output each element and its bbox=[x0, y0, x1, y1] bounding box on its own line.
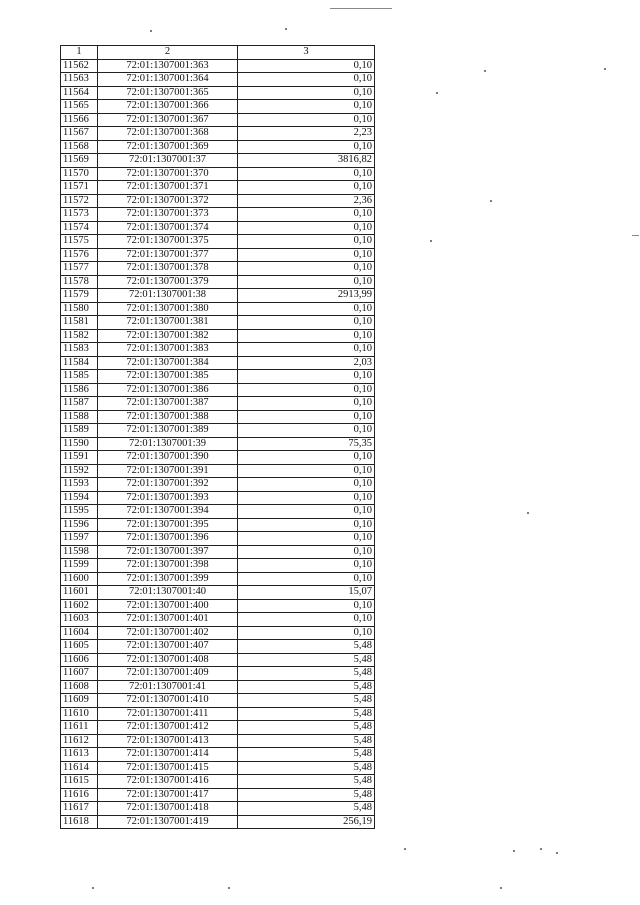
cadastral-number-cell: 72:01:1307001:369 bbox=[98, 140, 238, 154]
table-row bbox=[61, 505, 375, 519]
parcel-table bbox=[60, 45, 375, 829]
table-row bbox=[61, 59, 375, 73]
area-value-cell: 0,10 bbox=[238, 167, 375, 181]
row-number-cell: 11586 bbox=[61, 383, 98, 397]
table-row bbox=[61, 113, 375, 127]
scan-artifact-dot bbox=[527, 512, 529, 514]
cadastral-number-cell: 72:01:1307001:400 bbox=[98, 599, 238, 613]
cadastral-number-cell: 72:01:1307001:397 bbox=[98, 545, 238, 559]
table-row bbox=[61, 370, 375, 384]
area-value-cell: 5,48 bbox=[238, 748, 375, 762]
table-row bbox=[61, 694, 375, 708]
row-number-cell: 11587 bbox=[61, 397, 98, 411]
scan-artifact-dot bbox=[490, 200, 492, 202]
row-number-cell: 11597 bbox=[61, 532, 98, 546]
table-row bbox=[61, 748, 375, 762]
area-value-cell: 0,10 bbox=[238, 410, 375, 424]
table-row bbox=[61, 667, 375, 681]
cadastral-number-cell: 72:01:1307001:412 bbox=[98, 721, 238, 735]
area-value-cell: 0,10 bbox=[238, 424, 375, 438]
table-row bbox=[61, 545, 375, 559]
cadastral-number-cell: 72:01:1307001:373 bbox=[98, 208, 238, 222]
row-number-cell: 11603 bbox=[61, 613, 98, 627]
area-value-cell: 0,10 bbox=[238, 208, 375, 222]
scan-artifact-dot bbox=[285, 28, 287, 30]
area-value-cell: 0,10 bbox=[238, 59, 375, 73]
area-value-cell: 5,48 bbox=[238, 802, 375, 816]
row-number-cell: 11563 bbox=[61, 73, 98, 87]
table-row bbox=[61, 181, 375, 195]
area-value-cell: 5,48 bbox=[238, 707, 375, 721]
row-number-cell: 11598 bbox=[61, 545, 98, 559]
table-row bbox=[61, 86, 375, 100]
table-row bbox=[61, 680, 375, 694]
table-row bbox=[61, 248, 375, 262]
scan-artifact-dot bbox=[92, 887, 94, 889]
table-row bbox=[61, 356, 375, 370]
table-row bbox=[61, 464, 375, 478]
area-value-cell: 0,10 bbox=[238, 599, 375, 613]
table-row bbox=[61, 167, 375, 181]
row-number-cell: 11616 bbox=[61, 788, 98, 802]
area-value-cell: 0,10 bbox=[238, 451, 375, 465]
scan-artifact-dot bbox=[150, 30, 152, 32]
table-row bbox=[61, 127, 375, 141]
cadastral-number-cell: 72:01:1307001:382 bbox=[98, 329, 238, 343]
table-row bbox=[61, 275, 375, 289]
row-number-cell: 11605 bbox=[61, 640, 98, 654]
row-number-cell: 11590 bbox=[61, 437, 98, 451]
row-number-cell: 11596 bbox=[61, 518, 98, 532]
area-value-cell: 15,07 bbox=[238, 586, 375, 600]
row-number-cell: 11592 bbox=[61, 464, 98, 478]
row-number-cell: 11610 bbox=[61, 707, 98, 721]
row-number-cell: 11595 bbox=[61, 505, 98, 519]
row-number-cell: 11606 bbox=[61, 653, 98, 667]
area-value-cell: 5,48 bbox=[238, 667, 375, 681]
table-row bbox=[61, 559, 375, 573]
cadastral-number-cell: 72:01:1307001:407 bbox=[98, 640, 238, 654]
row-number-cell: 11600 bbox=[61, 572, 98, 586]
area-value-cell: 256,19 bbox=[238, 815, 375, 829]
area-value-cell: 5,48 bbox=[238, 640, 375, 654]
area-value-cell: 0,10 bbox=[238, 302, 375, 316]
area-value-cell: 0,10 bbox=[238, 235, 375, 249]
cadastral-number-cell: 72:01:1307001:371 bbox=[98, 181, 238, 195]
cadastral-number-cell: 72:01:1307001:411 bbox=[98, 707, 238, 721]
table-row bbox=[61, 235, 375, 249]
area-value-cell: 0,10 bbox=[238, 262, 375, 276]
row-number-cell: 11571 bbox=[61, 181, 98, 195]
table-row bbox=[61, 532, 375, 546]
row-number-cell: 11615 bbox=[61, 775, 98, 789]
table-row bbox=[61, 640, 375, 654]
table-row bbox=[61, 518, 375, 532]
table-row bbox=[61, 478, 375, 492]
cadastral-number-cell: 72:01:1307001:389 bbox=[98, 424, 238, 438]
row-number-cell: 11618 bbox=[61, 815, 98, 829]
area-value-cell: 0,10 bbox=[238, 113, 375, 127]
cadastral-number-cell: 72:01:1307001:408 bbox=[98, 653, 238, 667]
row-number-cell: 11573 bbox=[61, 208, 98, 222]
row-number-cell: 11604 bbox=[61, 626, 98, 640]
scan-artifact-dot bbox=[604, 68, 606, 70]
cadastral-number-cell: 72:01:1307001:413 bbox=[98, 734, 238, 748]
scan-artifact-dot bbox=[513, 850, 515, 852]
area-value-cell: 0,10 bbox=[238, 343, 375, 357]
row-number-cell: 11579 bbox=[61, 289, 98, 303]
cadastral-number-cell: 72:01:1307001:401 bbox=[98, 613, 238, 627]
cadastral-number-cell: 72:01:1307001:378 bbox=[98, 262, 238, 276]
table-row bbox=[61, 329, 375, 343]
area-value-cell: 2,36 bbox=[238, 194, 375, 208]
cadastral-number-cell: 72:01:1307001:386 bbox=[98, 383, 238, 397]
cadastral-number-cell: 72:01:1307001:419 bbox=[98, 815, 238, 829]
area-value-cell: 0,10 bbox=[238, 518, 375, 532]
table-row bbox=[61, 788, 375, 802]
cadastral-number-cell: 72:01:1307001:37 bbox=[98, 154, 238, 168]
cadastral-number-cell: 72:01:1307001:393 bbox=[98, 491, 238, 505]
table-row bbox=[61, 599, 375, 613]
table-row bbox=[61, 73, 375, 87]
area-value-cell: 0,10 bbox=[238, 383, 375, 397]
table-row bbox=[61, 316, 375, 330]
row-number-cell: 11567 bbox=[61, 127, 98, 141]
table-row bbox=[61, 208, 375, 222]
cadastral-number-cell: 72:01:1307001:399 bbox=[98, 572, 238, 586]
row-number-cell: 11565 bbox=[61, 100, 98, 114]
row-number-cell: 11613 bbox=[61, 748, 98, 762]
table-row bbox=[61, 586, 375, 600]
cadastral-number-cell: 72:01:1307001:38 bbox=[98, 289, 238, 303]
cadastral-number-cell: 72:01:1307001:409 bbox=[98, 667, 238, 681]
area-value-cell: 0,10 bbox=[238, 221, 375, 235]
row-number-cell: 11614 bbox=[61, 761, 98, 775]
table-row bbox=[61, 653, 375, 667]
table-row bbox=[61, 424, 375, 438]
cadastral-number-cell: 72:01:1307001:384 bbox=[98, 356, 238, 370]
table-row bbox=[61, 761, 375, 775]
area-value-cell: 0,10 bbox=[238, 397, 375, 411]
cadastral-number-cell: 72:01:1307001:394 bbox=[98, 505, 238, 519]
table-row bbox=[61, 721, 375, 735]
table-row bbox=[61, 262, 375, 276]
cadastral-number-cell: 72:01:1307001:385 bbox=[98, 370, 238, 384]
area-value-cell: 0,10 bbox=[238, 100, 375, 114]
table-body bbox=[61, 59, 375, 829]
row-number-cell: 11576 bbox=[61, 248, 98, 262]
area-value-cell: 2913,99 bbox=[238, 289, 375, 303]
row-number-cell: 11583 bbox=[61, 343, 98, 357]
cadastral-number-cell: 72:01:1307001:387 bbox=[98, 397, 238, 411]
area-value-cell: 0,10 bbox=[238, 329, 375, 343]
cadastral-number-cell: 72:01:1307001:390 bbox=[98, 451, 238, 465]
row-number-cell: 11578 bbox=[61, 275, 98, 289]
cadastral-number-cell: 72:01:1307001:374 bbox=[98, 221, 238, 235]
area-value-cell: 0,10 bbox=[238, 181, 375, 195]
cadastral-number-cell: 72:01:1307001:398 bbox=[98, 559, 238, 573]
table-row bbox=[61, 775, 375, 789]
table-row bbox=[61, 802, 375, 816]
area-value-cell: 5,48 bbox=[238, 775, 375, 789]
row-number-cell: 11566 bbox=[61, 113, 98, 127]
cadastral-number-cell: 72:01:1307001:391 bbox=[98, 464, 238, 478]
row-number-cell: 11599 bbox=[61, 559, 98, 573]
table-row bbox=[61, 289, 375, 303]
area-value-cell: 0,10 bbox=[238, 478, 375, 492]
scan-artifact-line bbox=[632, 235, 639, 236]
table-row bbox=[61, 383, 375, 397]
cadastral-number-cell: 72:01:1307001:414 bbox=[98, 748, 238, 762]
table-row bbox=[61, 451, 375, 465]
cadastral-number-cell: 72:01:1307001:379 bbox=[98, 275, 238, 289]
cadastral-number-cell: 72:01:1307001:368 bbox=[98, 127, 238, 141]
cadastral-number-cell: 72:01:1307001:415 bbox=[98, 761, 238, 775]
cadastral-number-cell: 72:01:1307001:367 bbox=[98, 113, 238, 127]
area-value-cell: 2,03 bbox=[238, 356, 375, 370]
row-number-cell: 11611 bbox=[61, 721, 98, 735]
cadastral-number-cell: 72:01:1307001:388 bbox=[98, 410, 238, 424]
row-number-cell: 11572 bbox=[61, 194, 98, 208]
cadastral-number-cell: 72:01:1307001:418 bbox=[98, 802, 238, 816]
area-value-cell: 3816,82 bbox=[238, 154, 375, 168]
column-header-area: 3 bbox=[238, 46, 375, 60]
area-value-cell: 0,10 bbox=[238, 248, 375, 262]
table-row bbox=[61, 613, 375, 627]
row-number-cell: 11589 bbox=[61, 424, 98, 438]
row-number-cell: 11602 bbox=[61, 599, 98, 613]
table-row bbox=[61, 410, 375, 424]
row-number-cell: 11601 bbox=[61, 586, 98, 600]
table-row bbox=[61, 140, 375, 154]
cadastral-number-cell: 72:01:1307001:375 bbox=[98, 235, 238, 249]
cadastral-number-cell: 72:01:1307001:39 bbox=[98, 437, 238, 451]
row-number-cell: 11570 bbox=[61, 167, 98, 181]
row-number-cell: 11584 bbox=[61, 356, 98, 370]
area-value-cell: 0,10 bbox=[238, 464, 375, 478]
row-number-cell: 11562 bbox=[61, 59, 98, 73]
row-number-cell: 11593 bbox=[61, 478, 98, 492]
cadastral-number-cell: 72:01:1307001:417 bbox=[98, 788, 238, 802]
area-value-cell: 5,48 bbox=[238, 721, 375, 735]
scan-artifact-dot bbox=[556, 852, 558, 854]
table-row bbox=[61, 100, 375, 114]
cadastral-number-cell: 72:01:1307001:402 bbox=[98, 626, 238, 640]
area-value-cell: 0,10 bbox=[238, 275, 375, 289]
area-value-cell: 5,48 bbox=[238, 788, 375, 802]
row-number-cell: 11612 bbox=[61, 734, 98, 748]
area-value-cell: 0,10 bbox=[238, 86, 375, 100]
cadastral-number-cell: 72:01:1307001:395 bbox=[98, 518, 238, 532]
cadastral-number-cell: 72:01:1307001:363 bbox=[98, 59, 238, 73]
table-row bbox=[61, 302, 375, 316]
cadastral-number-cell: 72:01:1307001:364 bbox=[98, 73, 238, 87]
row-number-cell: 11568 bbox=[61, 140, 98, 154]
row-number-cell: 11582 bbox=[61, 329, 98, 343]
cadastral-number-cell: 72:01:1307001:366 bbox=[98, 100, 238, 114]
area-value-cell: 2,23 bbox=[238, 127, 375, 141]
cadastral-number-cell: 72:01:1307001:410 bbox=[98, 694, 238, 708]
area-value-cell: 5,48 bbox=[238, 680, 375, 694]
cadastral-number-cell: 72:01:1307001:365 bbox=[98, 86, 238, 100]
table-row bbox=[61, 734, 375, 748]
area-value-cell: 0,10 bbox=[238, 626, 375, 640]
row-number-cell: 11575 bbox=[61, 235, 98, 249]
table-row bbox=[61, 815, 375, 829]
area-value-cell: 5,48 bbox=[238, 734, 375, 748]
table-row bbox=[61, 397, 375, 411]
column-header-cadastral-number: 2 bbox=[98, 46, 238, 60]
table-row bbox=[61, 154, 375, 168]
row-number-cell: 11580 bbox=[61, 302, 98, 316]
table-row bbox=[61, 194, 375, 208]
row-number-cell: 11609 bbox=[61, 694, 98, 708]
area-value-cell: 0,10 bbox=[238, 73, 375, 87]
area-value-cell: 0,10 bbox=[238, 491, 375, 505]
cadastral-number-cell: 72:01:1307001:392 bbox=[98, 478, 238, 492]
area-value-cell: 0,10 bbox=[238, 532, 375, 546]
scan-artifact-dot bbox=[404, 848, 406, 850]
scan-artifact-dot bbox=[228, 887, 230, 889]
scan-artifact-dot bbox=[484, 70, 486, 72]
cadastral-number-cell: 72:01:1307001:381 bbox=[98, 316, 238, 330]
scan-artifact-dot bbox=[430, 240, 432, 242]
area-value-cell: 0,10 bbox=[238, 559, 375, 573]
area-value-cell: 0,10 bbox=[238, 572, 375, 586]
table-row bbox=[61, 343, 375, 357]
row-number-cell: 11577 bbox=[61, 262, 98, 276]
column-header-number: 1 bbox=[61, 46, 98, 60]
area-value-cell: 5,48 bbox=[238, 653, 375, 667]
area-value-cell: 0,10 bbox=[238, 370, 375, 384]
area-value-cell: 5,48 bbox=[238, 694, 375, 708]
cadastral-number-cell: 72:01:1307001:372 bbox=[98, 194, 238, 208]
cadastral-number-cell: 72:01:1307001:377 bbox=[98, 248, 238, 262]
row-number-cell: 11569 bbox=[61, 154, 98, 168]
row-number-cell: 11574 bbox=[61, 221, 98, 235]
row-number-cell: 11591 bbox=[61, 451, 98, 465]
cadastral-number-cell: 72:01:1307001:41 bbox=[98, 680, 238, 694]
cadastral-number-cell: 72:01:1307001:40 bbox=[98, 586, 238, 600]
scan-artifact-dot bbox=[436, 92, 438, 94]
area-value-cell: 75,35 bbox=[238, 437, 375, 451]
cadastral-number-cell: 72:01:1307001:383 bbox=[98, 343, 238, 357]
cadastral-number-cell: 72:01:1307001:396 bbox=[98, 532, 238, 546]
table-row bbox=[61, 572, 375, 586]
row-number-cell: 11608 bbox=[61, 680, 98, 694]
area-value-cell: 0,10 bbox=[238, 316, 375, 330]
cadastral-number-cell: 72:01:1307001:380 bbox=[98, 302, 238, 316]
table-row bbox=[61, 437, 375, 451]
table-row bbox=[61, 491, 375, 505]
area-value-cell: 5,48 bbox=[238, 761, 375, 775]
row-number-cell: 11564 bbox=[61, 86, 98, 100]
cadastral-number-cell: 72:01:1307001:370 bbox=[98, 167, 238, 181]
row-number-cell: 11617 bbox=[61, 802, 98, 816]
table-header-row bbox=[61, 46, 375, 60]
row-number-cell: 11594 bbox=[61, 491, 98, 505]
scan-artifact-line bbox=[330, 8, 392, 9]
cadastral-number-cell: 72:01:1307001:416 bbox=[98, 775, 238, 789]
area-value-cell: 0,10 bbox=[238, 140, 375, 154]
scan-artifact-dot bbox=[540, 848, 542, 850]
area-value-cell: 0,10 bbox=[238, 613, 375, 627]
row-number-cell: 11585 bbox=[61, 370, 98, 384]
table-row bbox=[61, 221, 375, 235]
table-row bbox=[61, 626, 375, 640]
row-number-cell: 11607 bbox=[61, 667, 98, 681]
row-number-cell: 11581 bbox=[61, 316, 98, 330]
row-number-cell: 11588 bbox=[61, 410, 98, 424]
table-row bbox=[61, 707, 375, 721]
scan-artifact-dot bbox=[500, 887, 502, 889]
area-value-cell: 0,10 bbox=[238, 505, 375, 519]
area-value-cell: 0,10 bbox=[238, 545, 375, 559]
